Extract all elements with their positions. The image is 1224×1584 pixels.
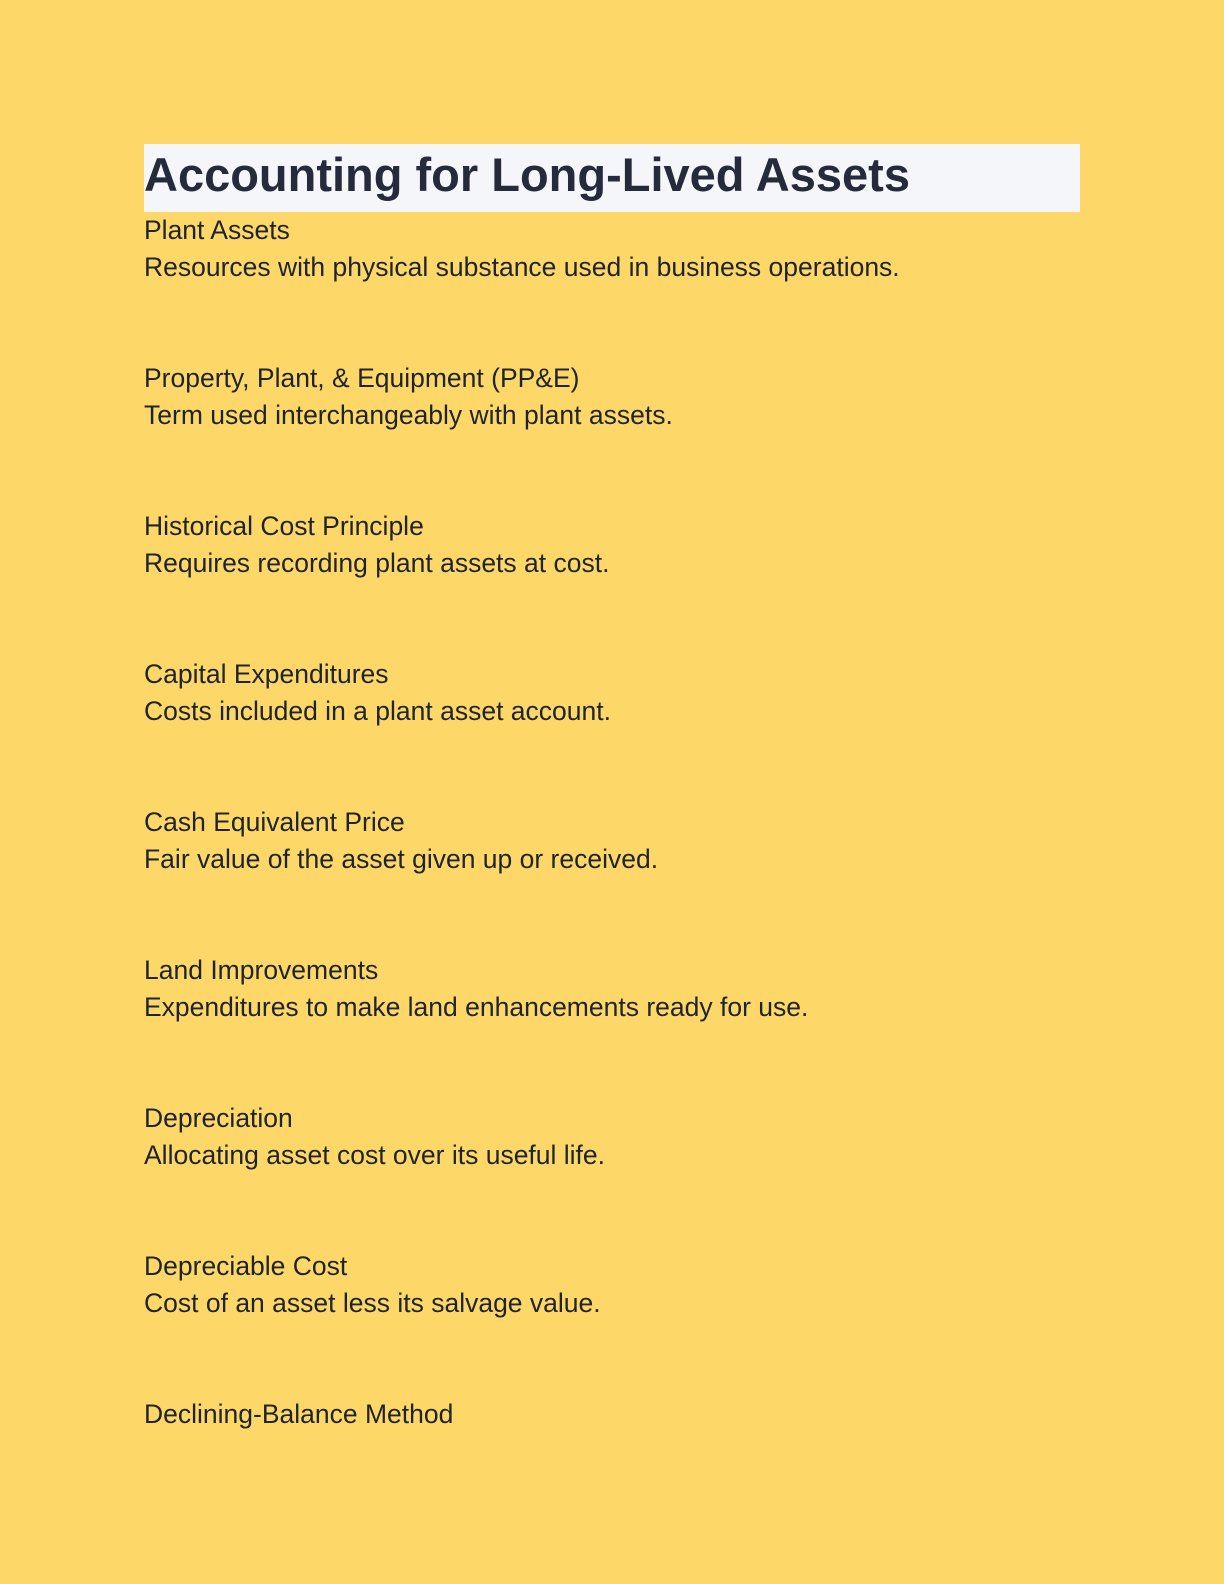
document-page <box>144 144 1080 1544</box>
entry-definition: Expenditures to make land enhancements ready for use. <box>144 992 809 1022</box>
glossary-entry <box>144 952 1080 1100</box>
entry-definition: Allocating asset cost over its useful life. <box>144 1140 606 1170</box>
glossary-entry <box>144 1248 1080 1396</box>
entry-definition: Requires recording plant assets at cost. <box>144 548 610 578</box>
entry-term: Property, Plant, & Equipment (PP&E) <box>144 363 580 393</box>
title-band <box>144 144 1080 212</box>
entry-term: Depreciable Cost <box>144 1251 348 1281</box>
entry-definition: Costs included in a plant asset account. <box>144 696 611 726</box>
entry-definition: Resources with physical substance used in business operations. <box>144 252 900 282</box>
entry-term: Land Improvements <box>144 955 379 985</box>
entry-term: Depreciation <box>144 1103 293 1133</box>
entry-term: Plant Assets <box>144 215 290 245</box>
glossary-entry <box>144 1396 1080 1544</box>
glossary-entry <box>144 508 1080 656</box>
glossary-entry <box>144 212 1080 360</box>
entry-term: Capital Expenditures <box>144 659 389 689</box>
glossary-entry <box>144 1100 1080 1248</box>
glossary-entry <box>144 360 1080 508</box>
entry-term: Cash Equivalent Price <box>144 807 405 837</box>
glossary-entry <box>144 656 1080 804</box>
glossary-entry <box>144 804 1080 952</box>
entry-definition: Fair value of the asset given up or received. <box>144 844 659 874</box>
entry-term: Historical Cost Principle <box>144 511 424 541</box>
glossary-list <box>144 212 1080 1544</box>
entry-term: Declining-Balance Method <box>144 1399 454 1429</box>
entry-definition: Cost of an asset less its salvage value. <box>144 1288 601 1318</box>
page-title: Accounting for Long-Lived Assets <box>144 147 910 201</box>
entry-definition: Term used interchangeably with plant assets. <box>144 400 673 430</box>
